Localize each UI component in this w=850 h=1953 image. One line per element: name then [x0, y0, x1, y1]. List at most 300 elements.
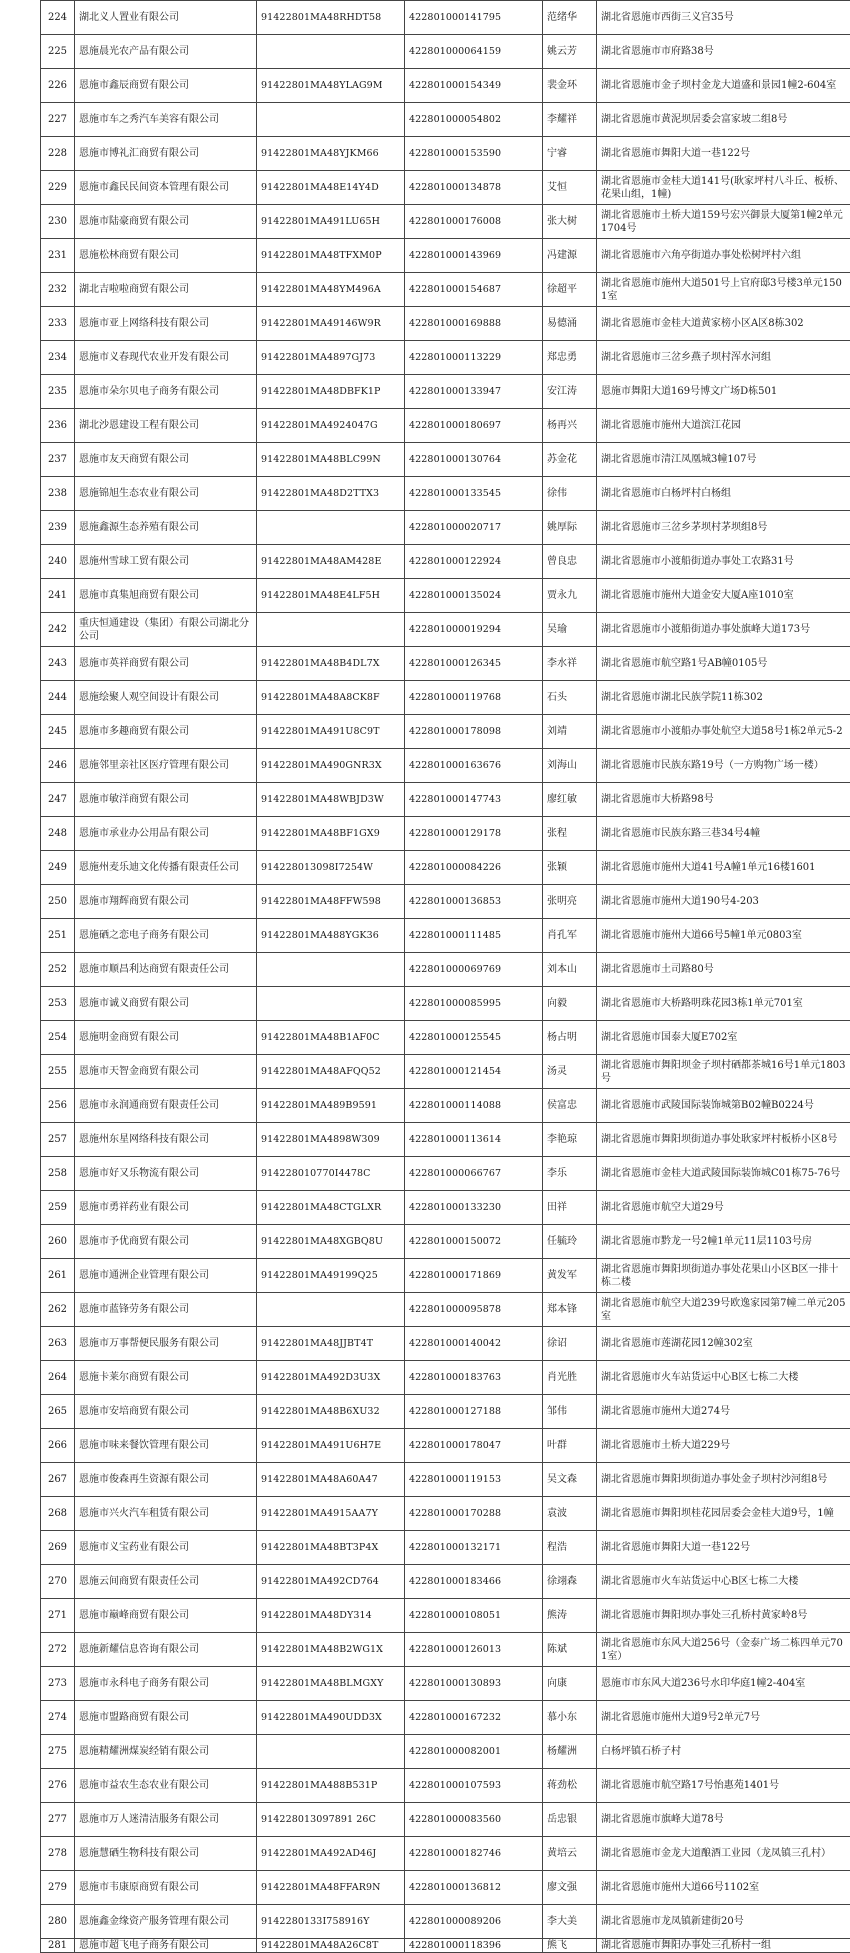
- legal-representative-cell: 贾永九: [543, 579, 597, 613]
- credit-code-cell: 91422801MA48CTGLXR: [257, 1191, 405, 1225]
- company-name-cell: 恩施晨光农产品有限公司: [75, 35, 257, 69]
- company-name-cell: 恩施市通洲企业管理有限公司: [75, 1259, 257, 1293]
- credit-code-cell: 91422801MA48YLAG9M: [257, 69, 405, 103]
- legal-representative-cell: 曾良忠: [543, 545, 597, 579]
- company-name-cell: 恩施市天智金商贸有限公司: [75, 1055, 257, 1089]
- row-number-cell: 246: [41, 749, 75, 783]
- address-cell: 湖北省恩施市施州大道滨江花园: [597, 409, 850, 443]
- registration-number-cell: 422801000183763: [405, 1361, 543, 1395]
- address-cell: 湖北省恩施市国泰大厦E702室: [597, 1021, 850, 1055]
- address-cell: 湖北省恩施市土桥大道159号宏兴御景大厦第1幢2单元1704号: [597, 205, 850, 239]
- address-cell: 湖北省恩施市火车站货运中心B区七栋二大楼: [597, 1565, 850, 1599]
- table-row: [41, 171, 850, 205]
- row-number-cell: 233: [41, 307, 75, 341]
- credit-code-cell: 91422801MA48E4LF5H: [257, 579, 405, 613]
- registration-number-cell: 422801000169888: [405, 307, 543, 341]
- company-name-cell: 恩施市友天商贸有限公司: [75, 443, 257, 477]
- company-name-cell: 恩施市永科电子商务有限公司: [75, 1667, 257, 1701]
- credit-code-cell: 91422801MA4924047G: [257, 409, 405, 443]
- row-number-cell: 247: [41, 783, 75, 817]
- address-cell: 湖北省恩施市清江凤凰城3幢107号: [597, 443, 850, 477]
- table-row: [41, 681, 850, 715]
- row-number-cell: 277: [41, 1803, 75, 1837]
- company-name-cell: 恩施市英祥商贸有限公司: [75, 647, 257, 681]
- registration-number-cell: 422801000127188: [405, 1395, 543, 1429]
- credit-code-cell: 914228010770I4478C: [257, 1157, 405, 1191]
- address-cell: 湖北省恩施市金龙大道酿酒工业园（龙凤镇三孔村）: [597, 1837, 850, 1871]
- address-cell: 湖北省恩施市小渡船街道办事处工农路31号: [597, 545, 850, 579]
- company-name-cell: 恩施市俊森再生资源有限公司: [75, 1463, 257, 1497]
- table-row: [41, 1327, 850, 1361]
- table-row: [41, 1633, 850, 1667]
- company-name-cell: 恩施市多趣商贸有限公司: [75, 715, 257, 749]
- row-number-cell: 251: [41, 919, 75, 953]
- registration-number-cell: 422801000143969: [405, 239, 543, 273]
- table-row: [41, 1191, 850, 1225]
- address-cell: 湖北省恩施市舞阳坝街道办事处花果山小区B区一排十栋二楼: [597, 1259, 850, 1293]
- company-name-cell: 恩施鑫金缘资产服务管理有限公司: [75, 1905, 257, 1939]
- legal-representative-cell: 徐伟: [543, 477, 597, 511]
- credit-code-cell: 914228013098I7254W: [257, 851, 405, 885]
- credit-code-cell: 91422801MA48YJKM66: [257, 137, 405, 171]
- row-number-cell: 224: [41, 1, 75, 35]
- company-name-cell: 恩施市万人迷清洁服务有限公司: [75, 1803, 257, 1837]
- table-row: [41, 375, 850, 409]
- registration-number-cell: 422801000125545: [405, 1021, 543, 1055]
- table-row: [41, 715, 850, 749]
- table-row: [41, 273, 850, 307]
- table-row: [41, 205, 850, 239]
- registration-number-cell: 422801000084226: [405, 851, 543, 885]
- credit-code-cell: 91422801MA492AD46J: [257, 1837, 405, 1871]
- row-number-cell: 281: [41, 1939, 75, 1953]
- table-row: [41, 1701, 850, 1735]
- row-number-cell: 255: [41, 1055, 75, 1089]
- address-cell: 湖北省恩施市施州大道金安大厦A座1010室: [597, 579, 850, 613]
- registration-number-cell: 422801000095878: [405, 1293, 543, 1327]
- legal-representative-cell: 侯富忠: [543, 1089, 597, 1123]
- company-name-cell: 恩施市益农生态农业有限公司: [75, 1769, 257, 1803]
- address-cell: 湖北省恩施市航空路17号怡惠苑1401号: [597, 1769, 850, 1803]
- legal-representative-cell: 冯建源: [543, 239, 597, 273]
- registration-number-cell: 422801000136853: [405, 885, 543, 919]
- address-cell: 湖北省恩施市舞阳坝街道办事处金子坝村沙河组8号: [597, 1463, 850, 1497]
- credit-code-cell: 91422801MA48TFXM0P: [257, 239, 405, 273]
- credit-code-cell: 91422801MA48RHDT58: [257, 1, 405, 35]
- row-number-cell: 276: [41, 1769, 75, 1803]
- registration-number-cell: 422801000178098: [405, 715, 543, 749]
- company-name-cell: 恩施市盟路商贸有限公司: [75, 1701, 257, 1735]
- table-row: [41, 137, 850, 171]
- company-name-cell: 恩施州雪球工贸有限公司: [75, 545, 257, 579]
- legal-representative-cell: 黄发军: [543, 1259, 597, 1293]
- credit-code-cell: 91422801MA48A26C8T: [257, 1939, 405, 1953]
- registration-number-cell: 422801000154687: [405, 273, 543, 307]
- row-number-cell: 265: [41, 1395, 75, 1429]
- registration-number-cell: 422801000019294: [405, 613, 543, 647]
- registration-number-cell: 422801000132171: [405, 1531, 543, 1565]
- table-row: [41, 1, 850, 35]
- row-number-cell: 248: [41, 817, 75, 851]
- table-row: [41, 239, 850, 273]
- registration-number-cell: 422801000136812: [405, 1871, 543, 1905]
- company-name-cell: 恩施市诚义商贸有限公司: [75, 987, 257, 1021]
- table-row: [41, 1497, 850, 1531]
- credit-code-cell: 91422801MA49199Q25: [257, 1259, 405, 1293]
- credit-code-cell: 91422801MA48AM428E: [257, 545, 405, 579]
- address-cell: 湖北省恩施市施州大道190号4-203: [597, 885, 850, 919]
- company-name-cell: 恩施市翔辉商贸有限公司: [75, 885, 257, 919]
- row-number-cell: 228: [41, 137, 75, 171]
- registration-number-cell: 422801000130893: [405, 1667, 543, 1701]
- registration-number-cell: 422801000066767: [405, 1157, 543, 1191]
- company-name-cell: 恩施新耀信息咨询有限公司: [75, 1633, 257, 1667]
- address-cell: 湖北省恩施市湖北民族学院11栋302: [597, 681, 850, 715]
- registration-number-cell: 422801000113229: [405, 341, 543, 375]
- company-name-cell: 恩施明金商贸有限公司: [75, 1021, 257, 1055]
- registration-number-cell: 422801000126345: [405, 647, 543, 681]
- row-number-cell: 249: [41, 851, 75, 885]
- table-row: [41, 1565, 850, 1599]
- table-row: [41, 1429, 850, 1463]
- registration-number-cell: 422801000020717: [405, 511, 543, 545]
- company-name-cell: 湖北沙恩建设工程有限公司: [75, 409, 257, 443]
- company-name-cell: 恩施州东星网络科技有限公司: [75, 1123, 257, 1157]
- row-number-cell: 234: [41, 341, 75, 375]
- table-row: [41, 1735, 850, 1769]
- table-row: [41, 817, 850, 851]
- address-cell: 湖北省恩施市舞阳大道一巷122号: [597, 1531, 850, 1565]
- address-cell: 湖北省恩施市六角亭街道办事处松树坪村六组: [597, 239, 850, 273]
- registration-number-cell: 422801000154349: [405, 69, 543, 103]
- registration-number-cell: 422801000163676: [405, 749, 543, 783]
- credit-code-cell: 9142280133I758916Y: [257, 1905, 405, 1939]
- registration-number-cell: 422801000141795: [405, 1, 543, 35]
- address-cell: 湖北省恩施市舞阳办事处三孔桥村一组: [597, 1939, 850, 1953]
- table-row: [41, 1395, 850, 1429]
- company-name-cell: 恩施市万事帮便民服务有限公司: [75, 1327, 257, 1361]
- address-cell: 湖北省恩施市土司路80号: [597, 953, 850, 987]
- registration-number-cell: 422801000089206: [405, 1905, 543, 1939]
- registration-number-cell: 422801000054802: [405, 103, 543, 137]
- company-name-cell: 恩施鑫源生态养殖有限公司: [75, 511, 257, 545]
- legal-representative-cell: 易德涌: [543, 307, 597, 341]
- row-number-cell: 258: [41, 1157, 75, 1191]
- row-number-cell: 280: [41, 1905, 75, 1939]
- table-row: [41, 1225, 850, 1259]
- registration-number-cell: 422801000133230: [405, 1191, 543, 1225]
- table-row: [41, 341, 850, 375]
- registration-number-cell: 422801000176008: [405, 205, 543, 239]
- address-cell: 湖北省恩施市舞阳坝街道办事处耿家坪村板桥小区8号: [597, 1123, 850, 1157]
- address-cell: 湖北省恩施市土桥大道229号: [597, 1429, 850, 1463]
- registration-number-cell: 422801000107593: [405, 1769, 543, 1803]
- address-cell: 湖北省恩施市航空大道29号: [597, 1191, 850, 1225]
- registration-number-cell: 422801000069769: [405, 953, 543, 987]
- company-name-cell: 恩施精耀洲煤炭经销有限公司: [75, 1735, 257, 1769]
- table-row: [41, 511, 850, 545]
- legal-representative-cell: 袁波: [543, 1497, 597, 1531]
- company-name-cell: 恩施市承业办公用品有限公司: [75, 817, 257, 851]
- row-number-cell: 273: [41, 1667, 75, 1701]
- registration-number-cell: 422801000064159: [405, 35, 543, 69]
- address-cell: 湖北省恩施市龙凤镇新建街20号: [597, 1905, 850, 1939]
- table-row: [41, 1803, 850, 1837]
- company-name-cell: 恩施市真集旭商贸有限公司: [75, 579, 257, 613]
- credit-code-cell: [257, 987, 405, 1021]
- legal-representative-cell: 廖文强: [543, 1871, 597, 1905]
- company-name-cell: 恩施云间商贸有限责任公司: [75, 1565, 257, 1599]
- legal-representative-cell: 范绪华: [543, 1, 597, 35]
- table-row: [41, 1871, 850, 1905]
- company-name-cell: 恩施市蓝锋劳务有限公司: [75, 1293, 257, 1327]
- credit-code-cell: 91422801MA48AFQQ52: [257, 1055, 405, 1089]
- credit-code-cell: 91422801MA48YM496A: [257, 273, 405, 307]
- registration-number-cell: 422801000119768: [405, 681, 543, 715]
- table-row: [41, 919, 850, 953]
- address-cell: 湖北省恩施市舞阳坝金子坝村硒都茶城16号1单元1803号: [597, 1055, 850, 1089]
- address-cell: 湖北省恩施市施州大道66号1102室: [597, 1871, 850, 1905]
- address-cell: 白杨坪镇石桥子村: [597, 1735, 850, 1769]
- row-number-cell: 260: [41, 1225, 75, 1259]
- company-name-cell: 恩施市朵尔贝电子商务有限公司: [75, 375, 257, 409]
- credit-code-cell: 91422801MA48DBFK1P: [257, 375, 405, 409]
- table-row: [41, 1463, 850, 1497]
- table-row: [41, 35, 850, 69]
- legal-representative-cell: 郑忠勇: [543, 341, 597, 375]
- company-table: [40, 0, 850, 1953]
- address-cell: 湖北省恩施市舞阳坝办事处三孔桥村黄家岭8号: [597, 1599, 850, 1633]
- registration-number-cell: 422801000119153: [405, 1463, 543, 1497]
- address-cell: 湖北省恩施市小渡船办事处航空大道58号1栋2单元5-2: [597, 715, 850, 749]
- address-cell: 湖北省恩施市施州大道274号: [597, 1395, 850, 1429]
- credit-code-cell: 91422801MA48B1AF0C: [257, 1021, 405, 1055]
- registration-number-cell: 422801000150072: [405, 1225, 543, 1259]
- registration-number-cell: 422801000118396: [405, 1939, 543, 1953]
- address-cell: 湖北省恩施市施州大道66号5幢1单元0803室: [597, 919, 850, 953]
- legal-representative-cell: 蒋劲松: [543, 1769, 597, 1803]
- credit-code-cell: [257, 1735, 405, 1769]
- registration-number-cell: 422801000170288: [405, 1497, 543, 1531]
- table-row: [41, 1293, 850, 1327]
- row-number-cell: 252: [41, 953, 75, 987]
- legal-representative-cell: 邹伟: [543, 1395, 597, 1429]
- credit-code-cell: 91422801MA48D2TTX3: [257, 477, 405, 511]
- address-cell: 湖北省恩施市施州大道41号A幢1单元16楼1601: [597, 851, 850, 885]
- table-row: [41, 1157, 850, 1191]
- credit-code-cell: 91422801MA48BF1GX9: [257, 817, 405, 851]
- table-row: [41, 783, 850, 817]
- table-row: [41, 69, 850, 103]
- legal-representative-cell: 张明亮: [543, 885, 597, 919]
- legal-representative-cell: 刘海山: [543, 749, 597, 783]
- table-row: [41, 1769, 850, 1803]
- registration-number-cell: 422801000126013: [405, 1633, 543, 1667]
- registration-number-cell: 422801000133545: [405, 477, 543, 511]
- row-number-cell: 263: [41, 1327, 75, 1361]
- address-cell: 湖北省恩施市火车站货运中心B区七栋二大楼: [597, 1361, 850, 1395]
- legal-representative-cell: 郑本锋: [543, 1293, 597, 1327]
- registration-number-cell: 422801000147743: [405, 783, 543, 817]
- company-name-cell: 恩施市味来餐饮管理有限公司: [75, 1429, 257, 1463]
- row-number-cell: 256: [41, 1089, 75, 1123]
- company-name-cell: 恩施卡莱尔商贸有限公司: [75, 1361, 257, 1395]
- company-name-cell: 湖北义人置业有限公司: [75, 1, 257, 35]
- legal-representative-cell: 向康: [543, 1667, 597, 1701]
- registration-number-cell: 422801000178047: [405, 1429, 543, 1463]
- company-name-cell: 恩施市安培商贸有限公司: [75, 1395, 257, 1429]
- legal-representative-cell: 裴金环: [543, 69, 597, 103]
- row-number-cell: 225: [41, 35, 75, 69]
- legal-representative-cell: 姚厚际: [543, 511, 597, 545]
- address-cell: 湖北省恩施市东风大道256号（金泰广场二栋四单元701室）: [597, 1633, 850, 1667]
- legal-representative-cell: 李艳琼: [543, 1123, 597, 1157]
- credit-code-cell: 91422801MA48DY314: [257, 1599, 405, 1633]
- legal-representative-cell: 张大树: [543, 205, 597, 239]
- legal-representative-cell: 徐超平: [543, 273, 597, 307]
- credit-code-cell: 91422801MA490GNR3X: [257, 749, 405, 783]
- row-number-cell: 237: [41, 443, 75, 477]
- registration-number-cell: 422801000083560: [405, 1803, 543, 1837]
- legal-representative-cell: 熊飞: [543, 1939, 597, 1953]
- credit-code-cell: 91422801MA492D3U3X: [257, 1361, 405, 1395]
- row-number-cell: 261: [41, 1259, 75, 1293]
- company-name-cell: 恩施市超飞电子商务有限公司: [75, 1939, 257, 1953]
- registration-number-cell: 422801000135024: [405, 579, 543, 613]
- company-name-cell: 恩施市顺昌利达商贸有限责任公司: [75, 953, 257, 987]
- credit-code-cell: 91422801MA4915AA7Y: [257, 1497, 405, 1531]
- row-number-cell: 253: [41, 987, 75, 1021]
- row-number-cell: 235: [41, 375, 75, 409]
- legal-representative-cell: 李水祥: [543, 647, 597, 681]
- legal-representative-cell: 田祥: [543, 1191, 597, 1225]
- address-cell: 湖北省恩施市小渡船街道办事处旗峰大道173号: [597, 613, 850, 647]
- credit-code-cell: 91422801MA491U8C9T: [257, 715, 405, 749]
- registration-number-cell: 422801000167232: [405, 1701, 543, 1735]
- row-number-cell: 232: [41, 273, 75, 307]
- company-name-cell: 湖北吉啦啦商贸有限公司: [75, 273, 257, 307]
- company-name-cell: 恩施市勇祥药业有限公司: [75, 1191, 257, 1225]
- company-list-document: [40, 0, 850, 1953]
- row-number-cell: 236: [41, 409, 75, 443]
- row-number-cell: 230: [41, 205, 75, 239]
- registration-number-cell: 422801000085995: [405, 987, 543, 1021]
- company-name-cell: 恩施市韦康原商贸有限公司: [75, 1871, 257, 1905]
- row-number-cell: 272: [41, 1633, 75, 1667]
- address-cell: 湖北省恩施市航空路1号AB幢0105号: [597, 647, 850, 681]
- credit-code-cell: 91422801MA48A60A47: [257, 1463, 405, 1497]
- legal-representative-cell: 艾恒: [543, 171, 597, 205]
- address-cell: 湖北省恩施市金子坝村金龙大道盛和景园1幢2-604室: [597, 69, 850, 103]
- table-row: [41, 1089, 850, 1123]
- address-cell: 湖北省恩施市施州大道501号上官府邸3号楼3单元1501室: [597, 273, 850, 307]
- address-cell: 湖北省恩施市黔龙一号2幢1单元11层1103号房: [597, 1225, 850, 1259]
- address-cell: 湖北省恩施市金桂大道黄家榜小区A区8栋302: [597, 307, 850, 341]
- table-row: [41, 1939, 850, 1953]
- credit-code-cell: 91422801MA490UDD3X: [257, 1701, 405, 1735]
- legal-representative-cell: 李乐: [543, 1157, 597, 1191]
- address-cell: 湖北省恩施市舞阳坝桂花园居委会金桂大道9号，1幢: [597, 1497, 850, 1531]
- address-cell: 湖北省恩施市大桥路98号: [597, 783, 850, 817]
- legal-representative-cell: 徐翊森: [543, 1565, 597, 1599]
- row-number-cell: 238: [41, 477, 75, 511]
- credit-code-cell: [257, 103, 405, 137]
- company-name-cell: 恩施邻里亲社区医疗管理有限公司: [75, 749, 257, 783]
- company-name-cell: 恩施州麦乐迪文化传播有限责任公司: [75, 851, 257, 885]
- credit-code-cell: 91422801MA488B531P: [257, 1769, 405, 1803]
- table-row: [41, 851, 850, 885]
- legal-representative-cell: 黄培云: [543, 1837, 597, 1871]
- row-number-cell: 241: [41, 579, 75, 613]
- company-name-cell: 恩施市鑫辰商贸有限公司: [75, 69, 257, 103]
- row-number-cell: 270: [41, 1565, 75, 1599]
- credit-code-cell: [257, 511, 405, 545]
- legal-representative-cell: 李大美: [543, 1905, 597, 1939]
- table-row: [41, 1021, 850, 1055]
- credit-code-cell: 91422801MA4898W309: [257, 1123, 405, 1157]
- credit-code-cell: 91422801MA4897GJ73: [257, 341, 405, 375]
- registration-number-cell: 422801000140042: [405, 1327, 543, 1361]
- credit-code-cell: 91422801MA491LU65H: [257, 205, 405, 239]
- row-number-cell: 226: [41, 69, 75, 103]
- registration-number-cell: 422801000122924: [405, 545, 543, 579]
- company-name-cell: 恩施市义宝药业有限公司: [75, 1531, 257, 1565]
- row-number-cell: 227: [41, 103, 75, 137]
- table-row: [41, 1667, 850, 1701]
- legal-representative-cell: 任毓玲: [543, 1225, 597, 1259]
- row-number-cell: 264: [41, 1361, 75, 1395]
- address-cell: 湖北省恩施市旗峰大道78号: [597, 1803, 850, 1837]
- company-name-cell: 恩施市予优商贸有限公司: [75, 1225, 257, 1259]
- table-row: [41, 579, 850, 613]
- registration-number-cell: 422801000171869: [405, 1259, 543, 1293]
- credit-code-cell: [257, 1293, 405, 1327]
- row-number-cell: 254: [41, 1021, 75, 1055]
- legal-representative-cell: 张程: [543, 817, 597, 851]
- registration-number-cell: 422801000182746: [405, 1837, 543, 1871]
- row-number-cell: 269: [41, 1531, 75, 1565]
- table-row: [41, 885, 850, 919]
- credit-code-cell: 91422801MA48WBJD3W: [257, 783, 405, 817]
- registration-number-cell: 422801000121454: [405, 1055, 543, 1089]
- registration-number-cell: 422801000134878: [405, 171, 543, 205]
- legal-representative-cell: 苏金花: [543, 443, 597, 477]
- table-row: [41, 1123, 850, 1157]
- table-row: [41, 1905, 850, 1939]
- table-row: [41, 987, 850, 1021]
- address-cell: 湖北省恩施市莲湖花园12幢302室: [597, 1327, 850, 1361]
- address-cell: 湖北省恩施市黄泥坝居委会富家坡二组8号: [597, 103, 850, 137]
- legal-representative-cell: 程浩: [543, 1531, 597, 1565]
- credit-code-cell: 91422801MA491U6H7E: [257, 1429, 405, 1463]
- address-cell: 湖北省恩施市市府路38号: [597, 35, 850, 69]
- row-number-cell: 250: [41, 885, 75, 919]
- credit-code-cell: 91422801MA48XGBQ8U: [257, 1225, 405, 1259]
- registration-number-cell: 422801000113614: [405, 1123, 543, 1157]
- row-number-cell: 244: [41, 681, 75, 715]
- legal-representative-cell: 刘本山: [543, 953, 597, 987]
- table-row: [41, 647, 850, 681]
- legal-representative-cell: 杨占明: [543, 1021, 597, 1055]
- row-number-cell: 279: [41, 1871, 75, 1905]
- credit-code-cell: 91422801MA49146W9R: [257, 307, 405, 341]
- row-number-cell: 257: [41, 1123, 75, 1157]
- table-row: [41, 443, 850, 477]
- company-name-cell: 恩施市兴火汽车租赁有限公司: [75, 1497, 257, 1531]
- company-name-cell: 恩施松林商贸有限公司: [75, 239, 257, 273]
- registration-number-cell: 422801000129178: [405, 817, 543, 851]
- table-row: [41, 953, 850, 987]
